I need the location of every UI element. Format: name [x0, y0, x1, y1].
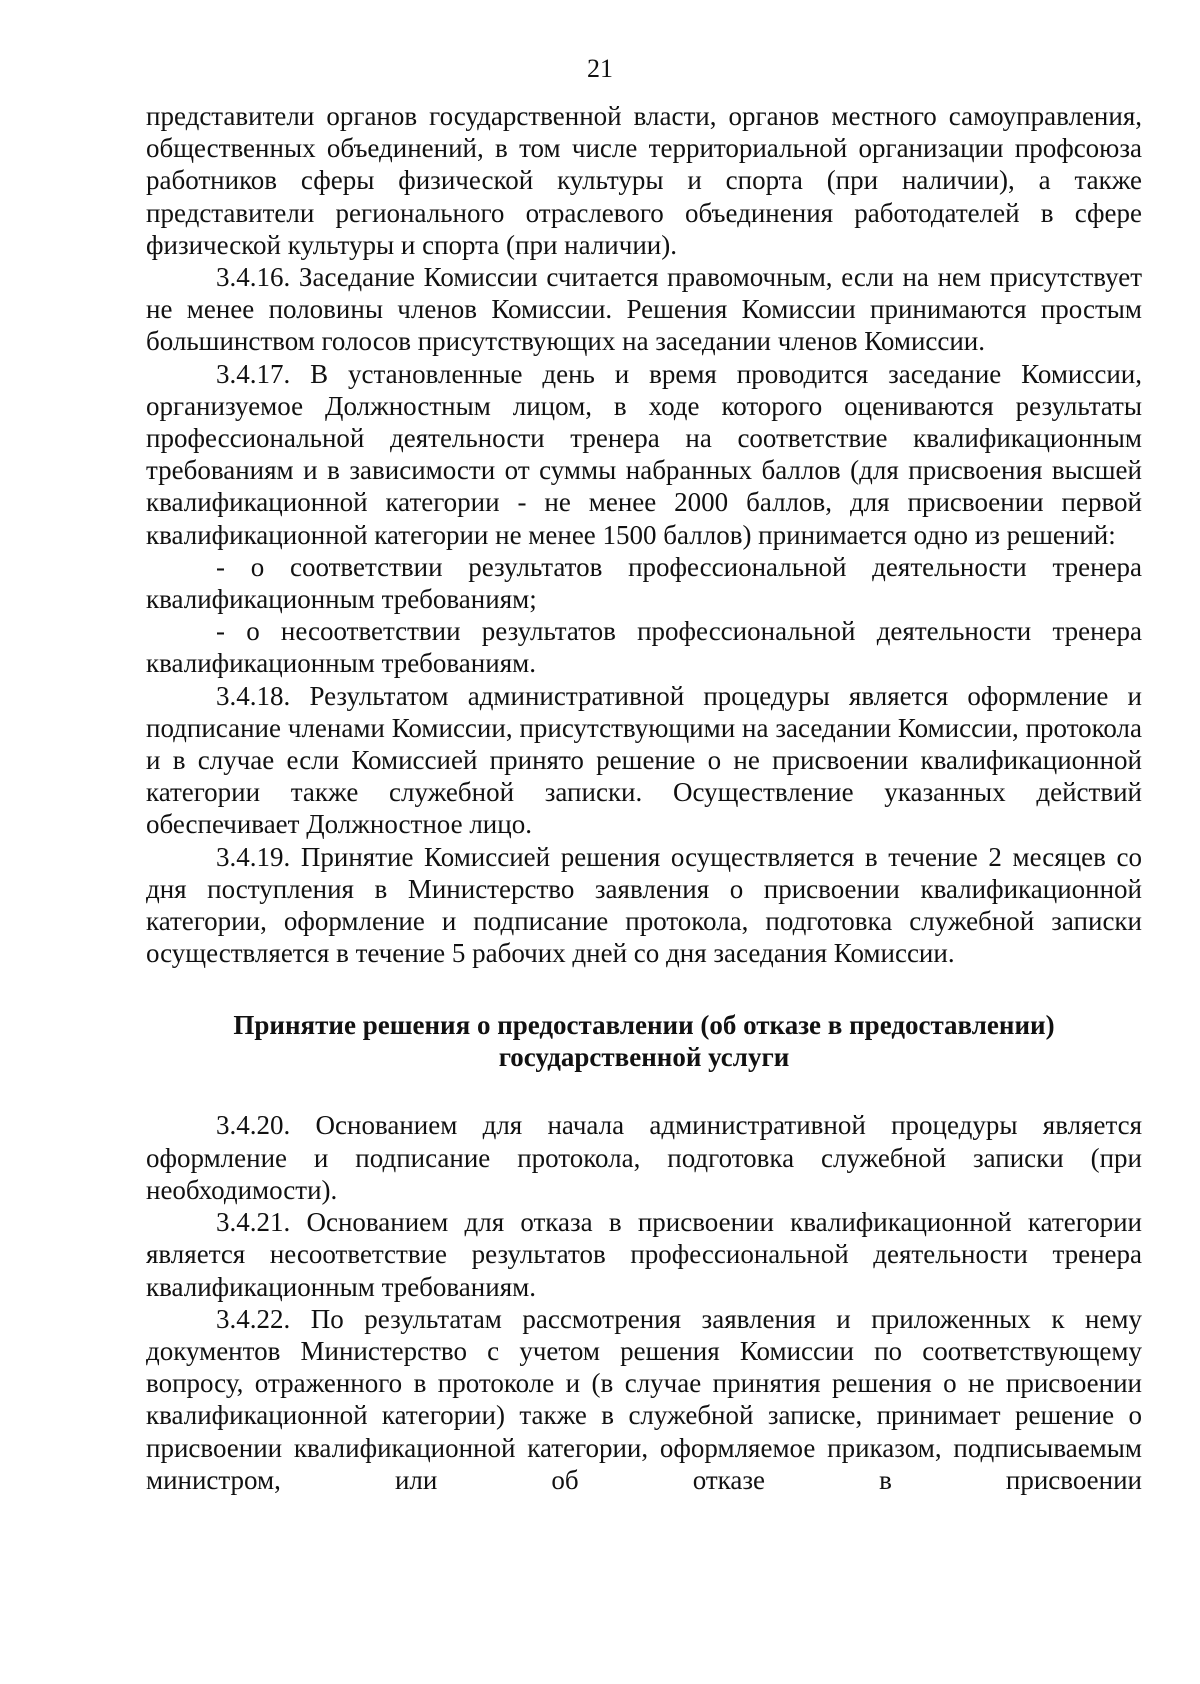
paragraph-3-4-16: 3.4.16. Заседание Комиссии считается правомочным, если на нем присутствует не менее половины членов Комиссии. Решения Комиссии принимаются простым большинством голосов присутствующих на заседании членов Комиссии.: [146, 262, 1142, 357]
paragraph-3-4-20: 3.4.20. Основанием для начала административной процедуры является оформление и подписание протокола, подготовка служебной записки (при необходимости).: [146, 1110, 1142, 1205]
paragraph-3-4-19: 3.4.19. Принятие Комиссией решения осуществляется в течение 2 месяцев со дня поступления в Министерство заявления о присвоении квалификационной категории, оформление и подписание протокола, подготовка служебной записки осуществляется в течение 5 рабочих дней со дня заседания Комиссии.: [146, 841, 1142, 969]
section-heading-line-1: Принятие решения о предоставлении (об отказе в предоставлении): [233, 1010, 1055, 1041]
paragraph-3-4-17: 3.4.17. В установленные день и время проводится заседание Комиссии, организуемое Должностным лицом, в ходе которого оцениваются результаты профессиональной деятельности тренера на соответствие квалификационным требованиям и в зависимости от суммы набранных баллов (для присвоения высшей квалификационной категории - не менее 2000 баллов, для присвоении первой квалификационной категории не менее 1500 баллов) принимается одно из решений:: [146, 358, 1142, 550]
document-body: [146, 100, 1142, 1496]
paragraph-3-4-22: 3.4.22. По результатам рассмотрения заявления и приложенных к нему документов Министерство с учетом решения Комиссии по соответствующему вопросу, отраженного в протоколе и (в случае принятия решения о не присвоении квалификационной категории) также в служебной записке, принимает решение о присвоении квалификационной категории, оформляемое приказом, подписываемым министром, или об отказе в присвоении: [146, 1303, 1142, 1495]
section-heading: [146, 1009, 1142, 1073]
paragraph-3-4-18: 3.4.18. Результатом административной процедуры является оформление и подписание членами Комиссии, присутствующими на заседании Комиссии, протокола и в случае если Комиссией принято решение о не присвоении квалификационной категории также служебной записки. Осуществление указанных действий обеспечивает Должностное лицо.: [146, 680, 1142, 840]
paragraph-continuation: представители органов государственной власти, органов местного самоуправления, общественных объединений, в том числе территориальной организации профсоюза работников сферы физической культуры и спорта (при наличии), а также представители регионального отраслевого объединения работодателей в сфере физической культуры и спорта (при наличии).: [146, 101, 1142, 260]
list-item-decision-conformity: - о соответствии результатов профессиональной деятельности тренера квалификационным требованиям;: [146, 551, 1142, 615]
section-heading-line-2: государственной услуги: [498, 1042, 790, 1073]
list-item-decision-nonconformity: - о несоответствии результатов профессиональной деятельности тренера квалификационным требованиям.: [146, 616, 1142, 679]
paragraph-3-4-21: 3.4.21. Основанием для отказа в присвоении квалификационной категории является несоответствие результатов профессиональной деятельности тренера квалификационным требованиям.: [146, 1207, 1142, 1302]
page-number: 21: [587, 54, 613, 83]
